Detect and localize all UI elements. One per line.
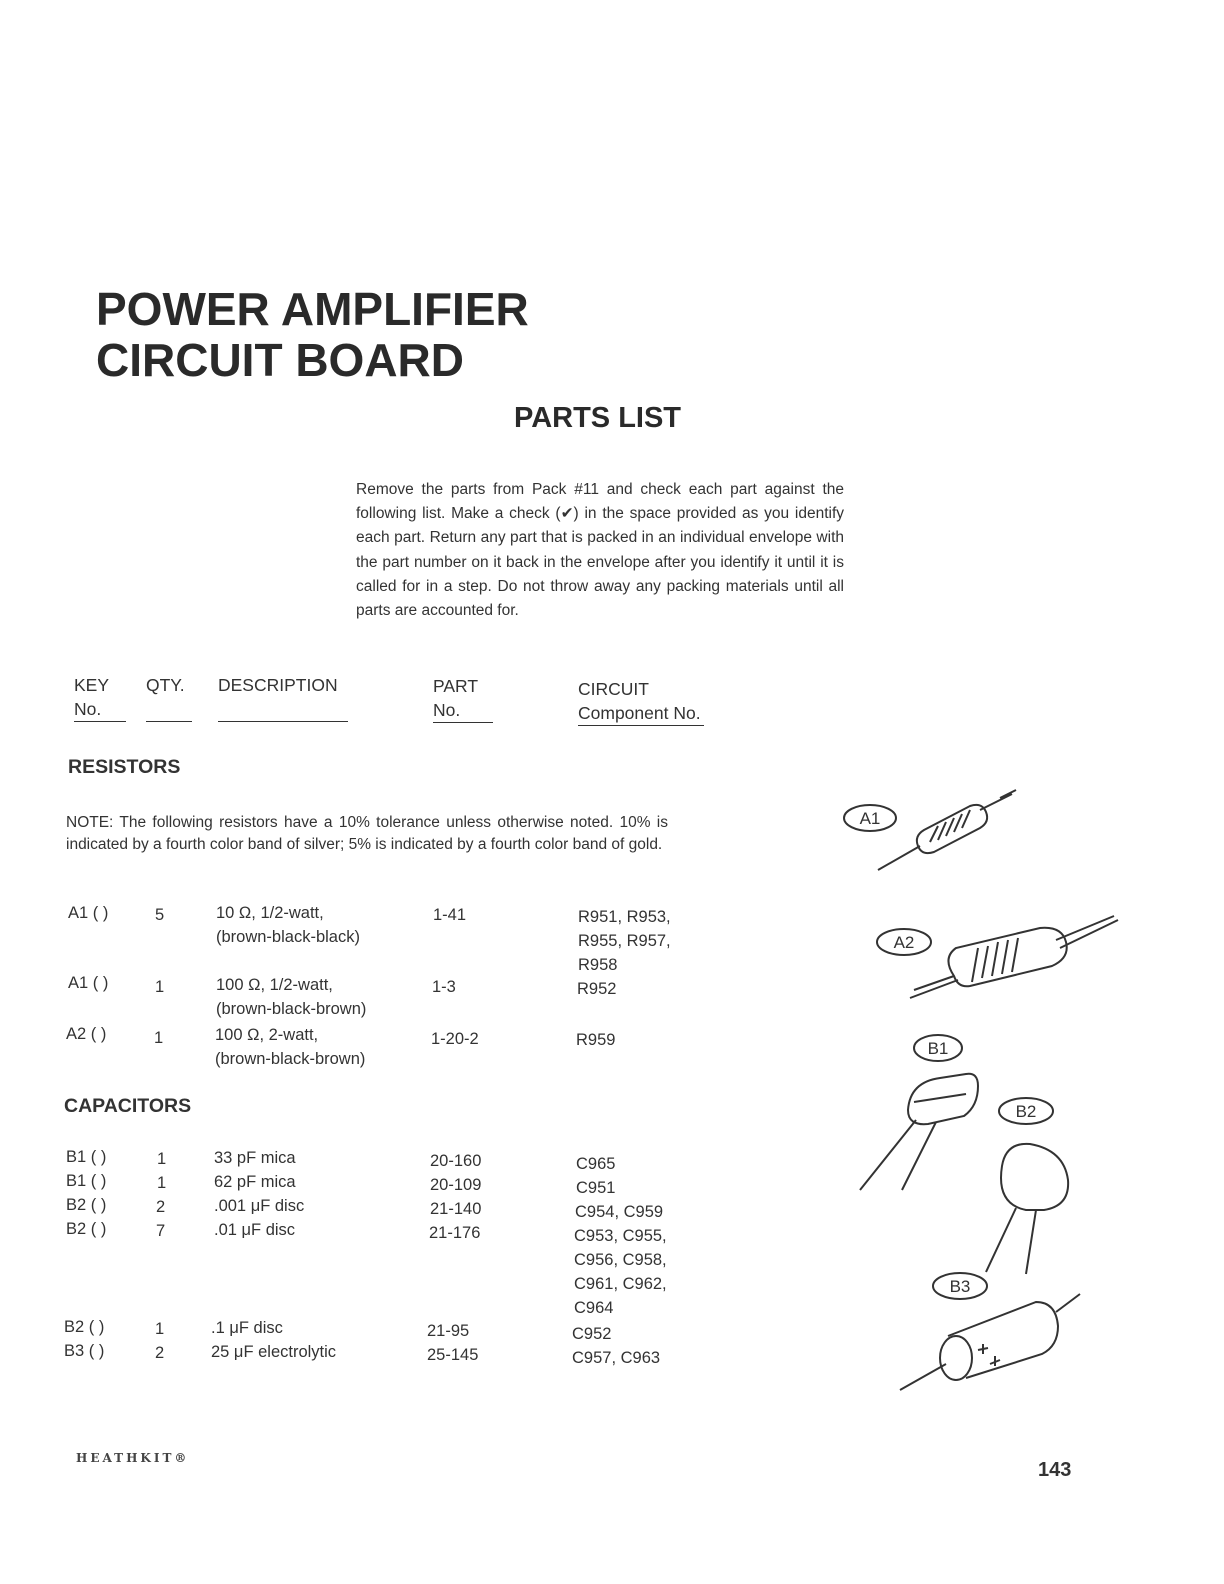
capacitor-row-3-part: 21-140 (430, 1200, 482, 1218)
resistor-row-1-desc-line1: 10 Ω, 1/2-watt, (216, 904, 324, 922)
capacitor-row-5-key: B2 ( ) (64, 1318, 105, 1336)
capacitor-row-2-comp: C951 (576, 1179, 616, 1197)
header-part-label: PART (433, 676, 479, 696)
page-number: 143 (1038, 1459, 1072, 1481)
resistor-row-3-desc-line2: (brown-black-brown) (215, 1050, 366, 1068)
resistor-row-2-desc-line2: (brown-black-brown) (216, 1000, 367, 1018)
resistor-row-2-desc-line1: 100 Ω, 1/2-watt, (216, 976, 333, 994)
capacitor-row-3-qty: 2 (156, 1198, 166, 1216)
resistor-row-2-part: 1-3 (432, 978, 456, 996)
resistor-row-2-key: A1 ( ) (68, 974, 109, 992)
header-part (433, 674, 493, 723)
header-circuit-label: CIRCUIT (578, 679, 649, 699)
resistor-row-1-comp-line2: R955, R957, (578, 932, 671, 950)
label-b1: B1 (927, 1039, 949, 1058)
capacitor-row-4-comp-line4: C964 (574, 1299, 614, 1317)
capacitor-row-4-part: 21-176 (429, 1224, 481, 1242)
capacitor-b1-illustration (860, 1035, 978, 1190)
capacitor-row-1-comp: C965 (576, 1155, 616, 1173)
capacitor-row-5-part: 21-95 (427, 1322, 470, 1340)
capacitor-row-2-part: 20-109 (430, 1176, 482, 1194)
resistor-row-3-desc (215, 1023, 365, 1071)
capacitor-row-6-comp: C957, C963 (572, 1349, 661, 1367)
header-circuit (578, 677, 704, 726)
capacitor-b2-illustration (986, 1098, 1068, 1274)
label-b3: B3 (949, 1277, 971, 1296)
capacitor-row-4-desc: .01 μF disc (214, 1221, 296, 1239)
capacitor-row-6-part: 25-145 (427, 1346, 479, 1364)
resistor-row-1-key: A1 ( ) (68, 904, 109, 922)
header-description-label: DESCRIPTION (218, 675, 338, 695)
capacitor-row-2-qty: 1 (157, 1174, 167, 1192)
resistor-row-1-qty: 5 (155, 906, 165, 924)
resistor-row-3-desc-line1: 100 Ω, 2-watt, (215, 1026, 319, 1044)
capacitor-row-4-comp-line2: C956, C958, (574, 1251, 667, 1269)
header-key (74, 673, 126, 722)
resistor-row-2-desc (216, 973, 366, 1021)
capacitor-row-1-key: B1 ( ) (66, 1148, 107, 1166)
capacitor-row-6-key: B3 ( ) (64, 1342, 105, 1360)
header-qty-label: QTY. (146, 675, 185, 695)
resistor-row-3-comp: R959 (576, 1031, 616, 1049)
capacitor-row-4-comp (574, 1224, 667, 1320)
resistor-a1-illustration (844, 790, 1016, 870)
title-line-2: CIRCUIT BOARD (96, 334, 464, 386)
header-key-label: KEY (74, 675, 110, 695)
capacitor-row-3-desc: .001 μF disc (214, 1197, 305, 1215)
parts-list-title: PARTS LIST (514, 402, 682, 434)
capacitor-row-1-qty: 1 (157, 1150, 167, 1168)
resistor-row-1-comp-line3: R958 (578, 956, 618, 974)
header-qty-underline (146, 697, 192, 722)
capacitor-row-4-qty: 7 (156, 1222, 166, 1240)
resistor-row-3-qty: 1 (154, 1029, 164, 1047)
capacitor-row-4-comp-line3: C961, C962, (574, 1275, 667, 1293)
capacitor-row-3-comp: C954, C959 (575, 1203, 664, 1221)
footer-brand-logo: HEATHKIT® (76, 1451, 190, 1465)
resistors-note: NOTE: The following resistors have a 10% tolerance unless otherwise noted. 10% is indicated by a fourth color band of silver; 5% is indicated by a fourth color band of gold. (66, 814, 668, 853)
resistor-row-1-desc (216, 901, 360, 949)
label-b2: B2 (1015, 1102, 1037, 1121)
capacitor-row-4-key: B2 ( ) (66, 1220, 107, 1238)
capacitor-row-6-desc: 25 μF electrolytic (211, 1343, 337, 1361)
page-title (96, 284, 529, 386)
capacitor-row-2-desc: 62 pF mica (214, 1173, 296, 1191)
resistor-a2-illustration (877, 916, 1118, 998)
capacitor-row-2-key: B1 ( ) (66, 1172, 107, 1190)
header-circuit-no: Component No. (578, 701, 704, 726)
header-description (218, 673, 348, 722)
intro-paragraph: Remove the parts from Pack #11 and check each part against the following list. Make a check (✔) in the space provided as you identify each part. Return any part that is packed in an individual envelope with the part number on it back in the envelope after you identify it until it is called for in a step. Do not throw away any packing materials until all parts are accounted for. (356, 481, 844, 620)
header-key-no: No. (74, 697, 126, 722)
capacitors-heading: CAPACITORS (64, 1095, 192, 1117)
capacitor-row-5-comp: C952 (572, 1325, 612, 1343)
resistor-row-3-part: 1-20-2 (431, 1030, 479, 1048)
label-a2: A2 (893, 933, 915, 952)
resistor-row-2-qty: 1 (155, 978, 165, 996)
header-part-no: No. (433, 698, 493, 723)
resistors-heading: RESISTORS (68, 756, 181, 778)
title-line-1: POWER AMPLIFIER (96, 283, 529, 335)
capacitor-row-1-desc: 33 pF mica (214, 1149, 296, 1167)
capacitor-row-3-key: B2 ( ) (66, 1196, 107, 1214)
capacitor-row-4-comp-line1: C953, C955, (574, 1227, 667, 1245)
resistor-row-1-desc-line2: (brown-black-black) (216, 928, 360, 946)
header-qty (146, 673, 192, 722)
resistor-row-3-key: A2 ( ) (66, 1025, 107, 1043)
component-illustrations (830, 780, 1130, 1400)
capacitor-row-5-qty: 1 (155, 1320, 165, 1338)
capacitor-row-6-qty: 2 (155, 1344, 165, 1362)
resistor-row-2-comp: R952 (577, 980, 617, 998)
capacitor-b3-illustration (900, 1273, 1080, 1390)
resistor-row-1-comp (578, 905, 671, 977)
resistor-row-1-comp-line1: R951, R953, (578, 908, 671, 926)
label-a1: A1 (859, 809, 881, 828)
capacitor-row-1-part: 20-160 (430, 1152, 482, 1170)
capacitor-row-5-desc: .1 μF disc (211, 1319, 283, 1337)
resistor-row-1-part: 1-41 (433, 906, 467, 924)
header-description-underline (218, 697, 348, 722)
